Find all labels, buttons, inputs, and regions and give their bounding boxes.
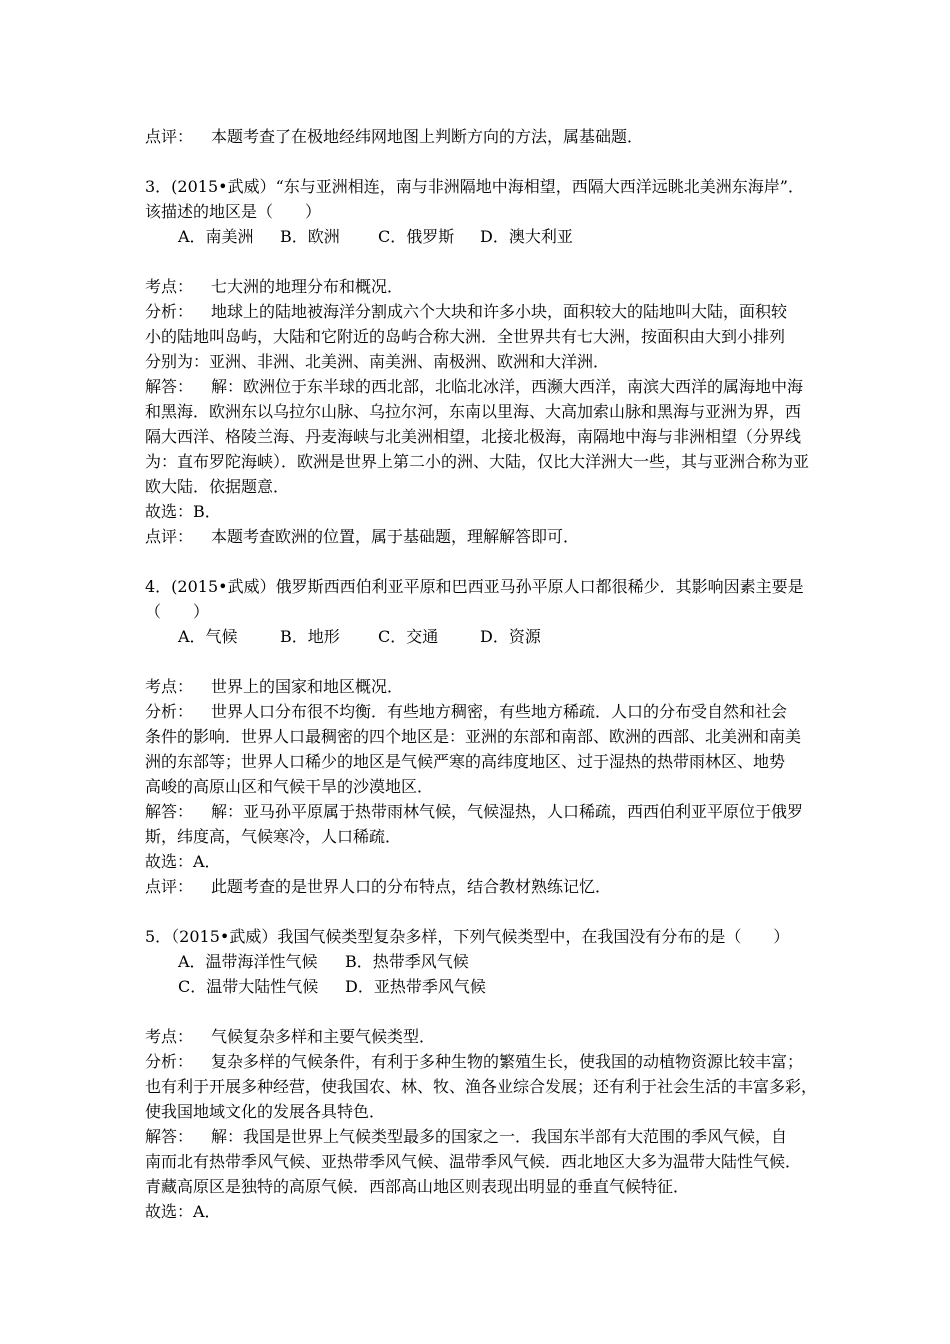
q4-stem-line2: （ ） (145, 602, 210, 621)
q3-kaodian-label: 考点： (145, 277, 194, 296)
q3-fenxi-label: 分析： (145, 302, 194, 321)
q4-comment (145, 877, 611, 897)
q3-jieda-line4: 为：直布罗陀海峡）．欧洲是世界上第二小的洲、大陆，仅比大洋洲大一些，其与亚洲合称为亚 (145, 452, 810, 471)
q4-fenxi-label: 分析： (145, 702, 194, 721)
q3-fenxi-line3: 分别为：亚洲、非洲、北美洲、南美洲、南极洲、欧洲和大洋洲． (145, 352, 610, 371)
q3-jieda-line2: 和黑海．欧洲东以乌拉尔山脉、乌拉尔河，东南以里海、大高加索山脉和黑海与亚洲为界，西 (145, 402, 802, 421)
q3-kaodian (145, 277, 403, 297)
q5-fenxi-label: 分析： (145, 1052, 194, 1071)
q4-jieda-label: 解答： (145, 802, 194, 821)
q2-comment-text: 本题考查了在极地经纬网地图上判断方向的方法，属基础题． (211, 127, 644, 146)
q4-fenxi-line2: 条件的影响．世界人口最稠密的四个地区是：亚洲的东部和南部、欧洲的西部、北美洲和南美 (145, 727, 802, 746)
q3-jieda-line1 (145, 377, 803, 397)
q3-comment (145, 527, 579, 547)
q4-fenxi-line4: 高峻的高原山区和气候干旱的沙漠地区． (145, 777, 434, 796)
q3-option-b: B．欧洲 (280, 227, 340, 246)
q4-option-a: A．气候 (178, 627, 238, 646)
q5-jieda-label: 解答： (145, 1127, 194, 1146)
q5-kaodian-label: 考点： (145, 1027, 194, 1046)
q5-option-c: C．温带大陆性气候 (178, 977, 319, 996)
q5-fenxi-text: 复杂多样的气候条件，有利于多种生物的繁殖生长，使我国的动植物资源比较丰富； (211, 1052, 804, 1071)
q4-kaodian-text: 世界上的国家和地区概况． (211, 677, 404, 696)
q2-comment-label: 点评： (145, 127, 194, 146)
q4-kaodian (145, 677, 403, 697)
q3-fenxi-line2: 小的陆地叫岛屿，大陆和它附近的岛屿合称大洲．全世界共有七大洲，按面积由大到小排列 (145, 327, 786, 346)
q5-fenxi-line1 (145, 1052, 803, 1072)
q3-comment-label: 点评： (145, 527, 194, 546)
q5-jieda-line3: 青藏高原区是独特的高原气候．西部高山地区则表现出明显的垂直气候特征． (145, 1177, 690, 1196)
q3-kaodian-text: 七大洲的地理分布和概况． (211, 277, 404, 296)
q3-option-c: C．俄罗斯 (378, 227, 455, 246)
q5-jieda-text: 解：我国是世界上气候类型最多的国家之一．我国东半部有大范围的季风气候，自 (211, 1127, 788, 1146)
q5-option-d: D．亚热带季风气候 (345, 977, 486, 996)
q3-jieda-line3: 隔大西洋、格陵兰海、丹麦海峡与北美洲相望，北接北极海，南隔地中海与非洲相望（分界线 (145, 427, 802, 446)
q4-fenxi-line3: 洲的东部等；世界人口稀少的地区是气候严寒的高纬度地区、过于湿热的热带雨林区、地势 (145, 752, 786, 771)
q5-kaodian-text: 气候复杂多样和主要气候类型． (211, 1027, 436, 1046)
q4-jieda-text: 解：亚马孙平原属于热带雨林气候，气候湿热，人口稀疏，西西伯利亚平原位于俄罗 (211, 802, 804, 821)
q4-kaodian-label: 考点： (145, 677, 194, 696)
q3-fenxi-line1 (145, 302, 787, 322)
q3-comment-text: 本题考查欧洲的位置，属于基础题，理解解答即可． (211, 527, 580, 546)
q2-comment (145, 127, 643, 147)
q4-jieda-line2: 斯，纬度高，气候寒冷，人口稀疏． (145, 827, 402, 846)
q5-fenxi-line2: 也有利于开展多种经营，使我国农、林、牧、渔各业综合发展；还有利于社会生活的丰富多彩， (145, 1077, 818, 1096)
q4-option-d: D．资源 (480, 627, 541, 646)
q3-option-d: D．澳大利亚 (480, 227, 573, 246)
q3-option-a: A．南美洲 (178, 227, 254, 246)
q3-fenxi-text: 地球上的陆地被海洋分割成六个大块和许多小块，面积较大的陆地叫大陆，面积较 (211, 302, 788, 321)
q3-jieda-line5: 欧大陆．依据题意． (145, 477, 290, 496)
q5-kaodian (145, 1027, 435, 1047)
q5-jieda-line1 (145, 1127, 787, 1147)
q4-answer: 故选：A． (145, 852, 221, 871)
q4-fenxi-text: 世界人口分布很不均衡．有些地方稠密，有些地方稀疏．人口的分布受自然和社会 (211, 702, 788, 721)
q5-stem-line1: 5．（2015•武威）我国气候类型复杂多样，下列气候类型中，在我国没有分布的是（ ） (145, 927, 790, 946)
q3-answer: 故选：B． (145, 502, 221, 521)
q4-option-c: C．交通 (378, 627, 439, 646)
q4-option-b: B．地形 (280, 627, 340, 646)
q3-stem-line2: 该描述的地区是（ ） (145, 202, 322, 221)
q4-jieda-line1 (145, 802, 803, 822)
q4-comment-label: 点评： (145, 877, 194, 896)
q5-jieda-line2: 南而北有热带季风气候、亚热带季风气候、温带季风气候．西北地区大多为温带大陆性气候． (145, 1152, 802, 1171)
q3-stem-line1: 3．(2015•武威）“东与亚洲相连，南与非洲隔地中海相望，西隔大西洋远眺北美洲东海岸”． (145, 177, 804, 196)
q4-comment-text: 此题考查的是世界人口的分布特点，结合教材熟练记忆． (211, 877, 612, 896)
q5-answer: 故选：A． (145, 1202, 221, 1221)
q3-jieda-label: 解答： (145, 377, 194, 396)
q5-option-a: A．温带海洋性气候 (178, 952, 318, 971)
q4-stem-line1: 4．(2015•武威）俄罗斯西西伯利亚平原和巴西亚马孙平原人口都很稀少．其影响因素主要是 (145, 577, 804, 596)
q5-fenxi-line3: 使我国地域文化的发展各具特色． (145, 1102, 386, 1121)
q5-option-b: B．热带季风气候 (345, 952, 469, 971)
q3-jieda-text: 解：欧洲位于东半球的西北部，北临北冰洋，西濒大西洋，南滨大西洋的属海地中海 (211, 377, 804, 396)
q4-fenxi-line1 (145, 702, 787, 722)
